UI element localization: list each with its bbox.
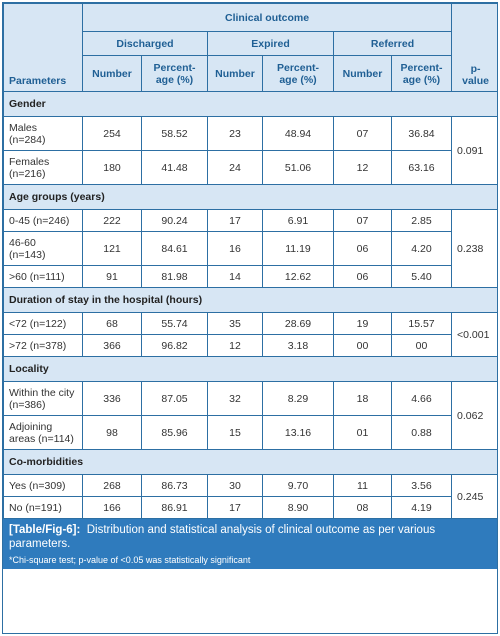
expired-number: 35 <box>208 313 263 335</box>
row-label: Adjoining areas (n=114) <box>4 416 83 450</box>
expired-number: 30 <box>208 475 263 497</box>
expired-percentage: 51.06 <box>263 151 334 185</box>
discharged-percentage: 96.82 <box>142 335 208 357</box>
table-row <box>4 335 499 357</box>
expired-percentage: 8.29 <box>263 382 334 416</box>
referred-percentage: 5.40 <box>392 266 452 288</box>
expired-percentage: 12.62 <box>263 266 334 288</box>
row-label: Within the city (n=386) <box>4 382 83 416</box>
table-row <box>4 416 499 450</box>
referred-percentage: 63.16 <box>392 151 452 185</box>
referred-number: 08 <box>334 497 392 519</box>
discharged-percentage: 87.05 <box>142 382 208 416</box>
caption-tag: [Table/Fig-6]: <box>9 524 81 536</box>
section-header-row <box>4 185 499 210</box>
expired-percentage: 48.94 <box>263 117 334 151</box>
discharged-number: 222 <box>83 210 142 232</box>
table-row <box>4 313 499 335</box>
table-row <box>4 266 499 288</box>
referred-percentage: 2.85 <box>392 210 452 232</box>
discharged-percentage: 81.98 <box>142 266 208 288</box>
discharged-number: 254 <box>83 117 142 151</box>
referred-percentage: 00 <box>392 335 452 357</box>
parameters-header: Parameters <box>4 4 83 92</box>
referred-percentage: 15.57 <box>392 313 452 335</box>
referred-number: 11 <box>334 475 392 497</box>
number-header: Number <box>208 56 263 92</box>
referred-number: 06 <box>334 232 392 266</box>
discharged-percentage: 84.61 <box>142 232 208 266</box>
expired-percentage: 13.16 <box>263 416 334 450</box>
percentage-header: Percent- age (%) <box>263 56 334 92</box>
referred-header: Referred <box>334 32 452 56</box>
expired-number: 17 <box>208 497 263 519</box>
table-row <box>4 382 499 416</box>
discharged-header: Discharged <box>83 32 208 56</box>
expired-percentage: 6.91 <box>263 210 334 232</box>
discharged-number: 268 <box>83 475 142 497</box>
referred-number: 06 <box>334 266 392 288</box>
section-title: Gender <box>4 92 499 117</box>
row-label: 0-45 (n=246) <box>4 210 83 232</box>
number-header: Number <box>83 56 142 92</box>
discharged-percentage: 85.96 <box>142 416 208 450</box>
referred-number: 18 <box>334 382 392 416</box>
referred-percentage: 4.19 <box>392 497 452 519</box>
row-label: 46-60 (n=143) <box>4 232 83 266</box>
table-row <box>4 210 499 232</box>
percentage-header: Percent- age (%) <box>392 56 452 92</box>
number-header: Number <box>334 56 392 92</box>
p-value-cell: 0.238 <box>452 210 498 288</box>
referred-number: 01 <box>334 416 392 450</box>
row-label: No (n=191) <box>4 497 83 519</box>
outcome-table <box>3 3 498 519</box>
row-label: Females (n=216) <box>4 151 83 185</box>
row-label: Males (n=284) <box>4 117 83 151</box>
referred-number: 12 <box>334 151 392 185</box>
section-header-row <box>4 450 499 475</box>
table-body <box>4 92 499 519</box>
discharged-percentage: 90.24 <box>142 210 208 232</box>
discharged-percentage: 55.74 <box>142 313 208 335</box>
row-label: Yes (n=309) <box>4 475 83 497</box>
table-row <box>4 232 499 266</box>
p-value-cell: <0.001 <box>452 313 498 357</box>
clinical-outcome-header: Clinical outcome <box>83 4 452 32</box>
caption-text: Distribution and statistical analysis of clinical outcome as per various parameters. <box>9 524 436 550</box>
table-header <box>4 4 499 92</box>
row-label: >72 (n=378) <box>4 335 83 357</box>
section-header-row <box>4 92 499 117</box>
expired-number: 23 <box>208 117 263 151</box>
expired-percentage: 8.90 <box>263 497 334 519</box>
discharged-number: 336 <box>83 382 142 416</box>
discharged-percentage: 58.52 <box>142 117 208 151</box>
table-row <box>4 475 499 497</box>
section-title: Age groups (years) <box>4 185 499 210</box>
discharged-percentage: 86.73 <box>142 475 208 497</box>
referred-percentage: 0.88 <box>392 416 452 450</box>
expired-header: Expired <box>208 32 334 56</box>
table-figure <box>2 2 498 634</box>
referred-percentage: 36.84 <box>392 117 452 151</box>
expired-number: 12 <box>208 335 263 357</box>
discharged-number: 68 <box>83 313 142 335</box>
expired-number: 24 <box>208 151 263 185</box>
referred-number: 07 <box>334 210 392 232</box>
referred-percentage: 4.20 <box>392 232 452 266</box>
expired-number: 16 <box>208 232 263 266</box>
table-caption <box>3 519 497 555</box>
discharged-percentage: 86.91 <box>142 497 208 519</box>
discharged-number: 166 <box>83 497 142 519</box>
expired-number: 14 <box>208 266 263 288</box>
expired-percentage: 11.19 <box>263 232 334 266</box>
table-footnote: *Chi-square test; p-value of <0.05 was statistically significant <box>3 555 497 569</box>
row-label: >60 (n=111) <box>4 266 83 288</box>
table-row <box>4 497 499 519</box>
expired-percentage: 28.69 <box>263 313 334 335</box>
discharged-percentage: 41.48 <box>142 151 208 185</box>
expired-number: 15 <box>208 416 263 450</box>
p-value-cell: 0.245 <box>452 475 498 519</box>
discharged-number: 121 <box>83 232 142 266</box>
section-header-row <box>4 288 499 313</box>
referred-number: 07 <box>334 117 392 151</box>
referred-percentage: 4.66 <box>392 382 452 416</box>
percentage-header: Percent- age (%) <box>142 56 208 92</box>
table-row <box>4 117 499 151</box>
expired-percentage: 3.18 <box>263 335 334 357</box>
p-value-cell: 0.091 <box>452 117 498 185</box>
row-label: <72 (n=122) <box>4 313 83 335</box>
section-title: Duration of stay in the hospital (hours) <box>4 288 499 313</box>
expired-number: 17 <box>208 210 263 232</box>
referred-percentage: 3.56 <box>392 475 452 497</box>
expired-percentage: 9.70 <box>263 475 334 497</box>
p-value-header: p- value <box>452 4 498 92</box>
referred-number: 19 <box>334 313 392 335</box>
table-row <box>4 151 499 185</box>
section-title: Locality <box>4 357 499 382</box>
section-title: Co-morbidities <box>4 450 499 475</box>
section-header-row <box>4 357 499 382</box>
discharged-number: 366 <box>83 335 142 357</box>
p-value-cell: 0.062 <box>452 382 498 450</box>
discharged-number: 91 <box>83 266 142 288</box>
discharged-number: 180 <box>83 151 142 185</box>
expired-number: 32 <box>208 382 263 416</box>
referred-number: 00 <box>334 335 392 357</box>
discharged-number: 98 <box>83 416 142 450</box>
